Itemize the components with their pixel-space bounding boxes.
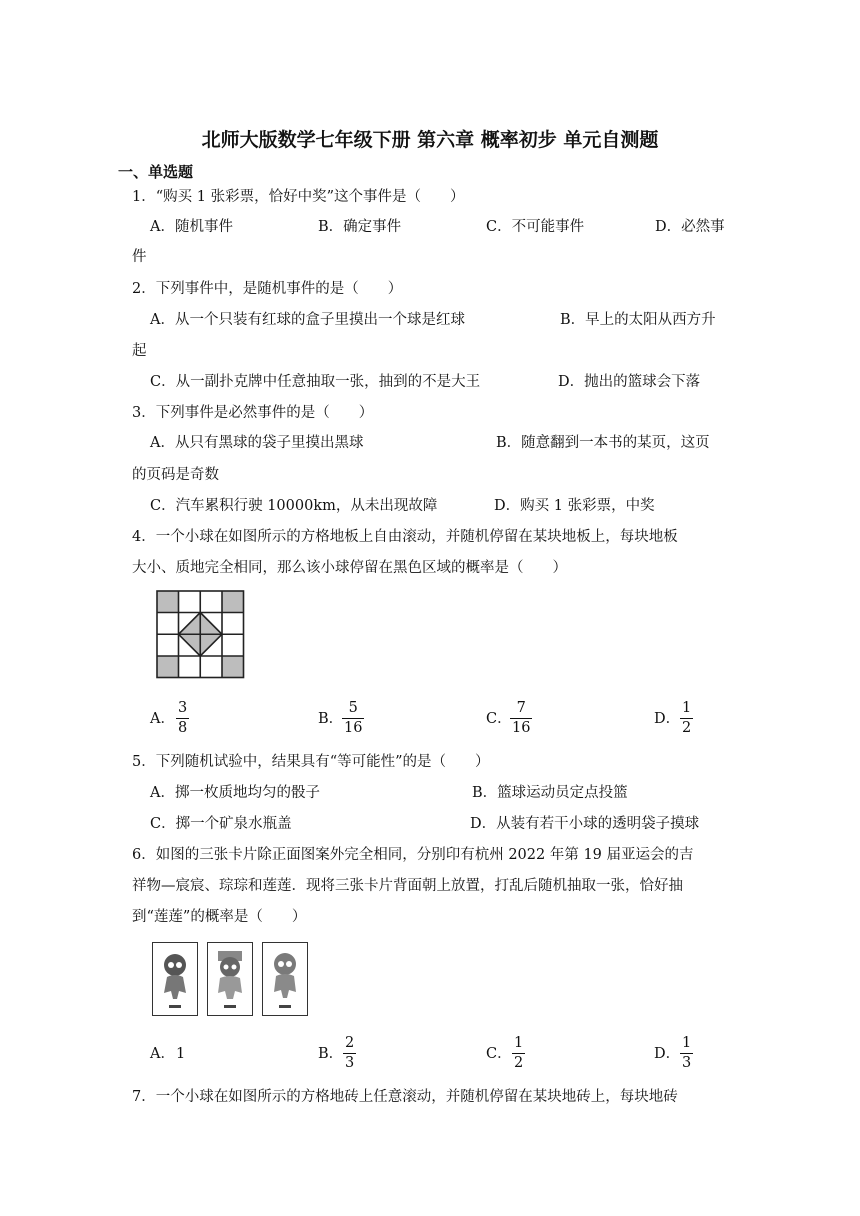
- q2-option-a[interactable]: A．从一个只装有红球的盒子里摸出一个球是红球: [150, 312, 465, 328]
- q2-option-c[interactable]: C．从一副扑克牌中任意抽取一张，抽到的不是大王: [150, 374, 481, 390]
- mascot-2-image: [208, 943, 252, 1015]
- mascot-card-3: [262, 942, 308, 1016]
- q1-option-d-cont: 件: [132, 249, 147, 265]
- q3-option-b[interactable]: B．随意翻到一本书的某页，这页: [496, 435, 710, 451]
- q5-option-a[interactable]: A．掷一枚质地均匀的骰子: [150, 785, 320, 801]
- q4-stem-line2: 大小、质地完全相同，那么该小球停留在黑色区域的概率是（ ）: [132, 560, 567, 576]
- mascot-card-2: [207, 942, 253, 1016]
- q7-stem-line1: 7．一个小球在如图所示的方格地砖上任意滚动，并随机停留在某块地砖上，每块地砖: [132, 1089, 678, 1105]
- q6-option-a-value[interactable]: 1: [176, 1046, 186, 1062]
- q4-option-a-label[interactable]: A．: [150, 711, 175, 727]
- q1-option-c[interactable]: C．不可能事件: [486, 219, 585, 235]
- q4-option-b-label[interactable]: B．: [318, 711, 344, 727]
- mascot-3-image: [263, 943, 307, 1015]
- q4-option-d-label[interactable]: D．: [654, 711, 681, 727]
- q4-option-c-fraction[interactable]: 7 16: [512, 700, 531, 736]
- q2-option-b[interactable]: B．早上的太阳从西方升: [560, 312, 716, 328]
- q2-option-d[interactable]: D．抛出的篮球会下落: [558, 374, 701, 390]
- q5-option-c[interactable]: C．掷一个矿泉水瓶盖: [150, 816, 292, 832]
- q4-option-c-label[interactable]: C．: [486, 711, 512, 727]
- q6-option-d-fraction[interactable]: 1 3: [682, 1035, 692, 1071]
- q6-option-c-fraction[interactable]: 1 2: [514, 1035, 524, 1071]
- q6-option-d-label[interactable]: D．: [654, 1046, 681, 1062]
- q1-option-d[interactable]: D．必然事: [655, 219, 725, 235]
- q3-option-d[interactable]: D．购买 1 张彩票，中奖: [494, 498, 655, 514]
- q4-stem-line1: 4．一个小球在如图所示的方格地板上自由滚动，并随机停留在某块地板上，每块地板: [132, 529, 678, 545]
- q6-option-b-label[interactable]: B．: [318, 1046, 344, 1062]
- q6-option-b-fraction[interactable]: 2 3: [345, 1035, 355, 1071]
- q3-option-c[interactable]: C．汽车累积行驶 10000km，从未出现故障: [150, 498, 438, 514]
- q3-option-b-cont: 的页码是奇数: [132, 467, 219, 483]
- q5-option-b[interactable]: B．篮球运动员定点投篮: [472, 785, 628, 801]
- mascot-card-1: [152, 942, 198, 1016]
- q6-stem-line1: 6．如图的三张卡片除正面图案外完全相同，分别印有杭州 2022 年第 19 届亚运会的吉: [132, 847, 694, 863]
- q1-option-a[interactable]: A．随机事件: [150, 219, 233, 235]
- page-title: 北师大版数学七年级下册 第六章 概率初步 单元自测题: [201, 129, 659, 151]
- q6-option-a-label[interactable]: A．: [150, 1046, 175, 1062]
- mascot-1-image: [153, 943, 197, 1015]
- q6-option-c-label[interactable]: C．: [486, 1046, 512, 1062]
- q3-stem: 3．下列事件是必然事件的是（ ）: [132, 405, 374, 421]
- q2-option-b-cont: 起: [132, 343, 147, 359]
- checkerboard-figure: [156, 590, 246, 682]
- q6-stem-line2: 祥物—宸宸、琮琮和莲莲．现将三张卡片背面朝上放置，打乱后随机抽取一张，恰好抽: [132, 878, 683, 894]
- section-heading: 一、单选题: [118, 163, 194, 181]
- q5-stem: 5．下列随机试验中，结果具有“等可能性”的是（ ）: [132, 754, 490, 770]
- q1-stem: 1．“购买 1 张彩票，恰好中奖”这个事件是（ ）: [132, 189, 465, 205]
- q4-option-d-fraction[interactable]: 1 2: [682, 700, 692, 736]
- q6-stem-line3: 到“莲莲”的概率是（ ）: [132, 909, 307, 925]
- q5-option-d[interactable]: D．从装有若干小球的透明袋子摸球: [470, 816, 700, 832]
- q3-option-a[interactable]: A．从只有黑球的袋子里摸出黑球: [150, 435, 364, 451]
- q1-option-b[interactable]: B．确定事件: [318, 219, 402, 235]
- q4-option-b-fraction[interactable]: 5 16: [344, 700, 363, 736]
- q2-stem: 2．下列事件中，是随机事件的是（ ）: [132, 281, 403, 297]
- q4-option-a-fraction[interactable]: 3 8: [178, 700, 188, 736]
